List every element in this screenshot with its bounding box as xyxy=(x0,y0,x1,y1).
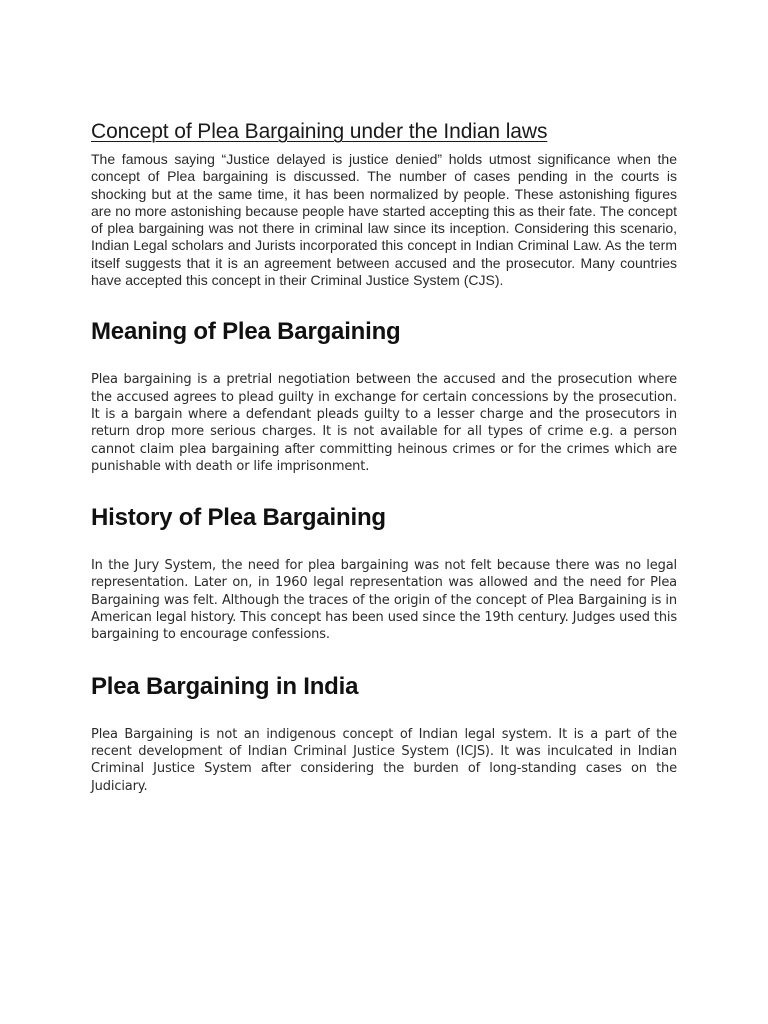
section-history xyxy=(91,503,677,643)
section-heading-india: Plea Bargaining in India xyxy=(91,672,359,700)
section-body-history: In the Jury System, the need for plea bargaining was not felt because there was no legal representation. Later on, in 1960 legal representation was allowed and the need for Plea Bargaining was felt. Although the traces of the origin of the concept of Plea Bargaining is in American legal history. This concept has been used since the 19th century. Judges used this bargaining to encourage confessions. xyxy=(91,558,677,643)
intro-paragraph: The famous saying “Justice delayed is justice denied” holds utmost significance when the concept of Plea bargaining is discussed. The number of cases pending in the courts is shocking but at the same time, it has been normalized by people. These astonishing figures are no more astonishing because people have started accepting this as their fate. The concept of plea bargaining was not there in criminal law since its inception. Considering this scenario, Indian Legal scholars and Jurists incorporated this concept in Indian Criminal Law. As the term itself suggests that it is an agreement between accused and the prosecutor. Many countries have accepted this concept in their Criminal Justice System (CJS). xyxy=(91,151,677,289)
section-heading-history: History of Plea Bargaining xyxy=(91,504,386,532)
document-title: Concept of Plea Bargaining under the Indian laws xyxy=(91,120,548,143)
section-meaning xyxy=(91,317,677,475)
section-india xyxy=(91,672,677,795)
section-body-india: Plea Bargaining is not an indigenous concept of Indian legal system. It is a part of the recent development of Indian Criminal Justice System (ICJS). It was inculcated in Indian Criminal Justice System after considering the burden of long-standing cases on the Judiciary. xyxy=(91,726,677,794)
section-heading-meaning: Meaning of Plea Bargaining xyxy=(91,318,401,346)
section-body-meaning: Plea bargaining is a pretrial negotiation between the accused and the prosecution where the accused agrees to plead guilty in exchange for certain concessions by the prosecution. It is a bargain where a defendant pleads guilty to a lesser charge and the prosecutors in return drop more serious charges. It is not available for all types of crime e.g. a person cannot claim plea bargaining after committing heinous crimes or for the crimes which are punishable with death or life imprisonment. xyxy=(91,372,677,474)
document-page xyxy=(91,118,677,795)
